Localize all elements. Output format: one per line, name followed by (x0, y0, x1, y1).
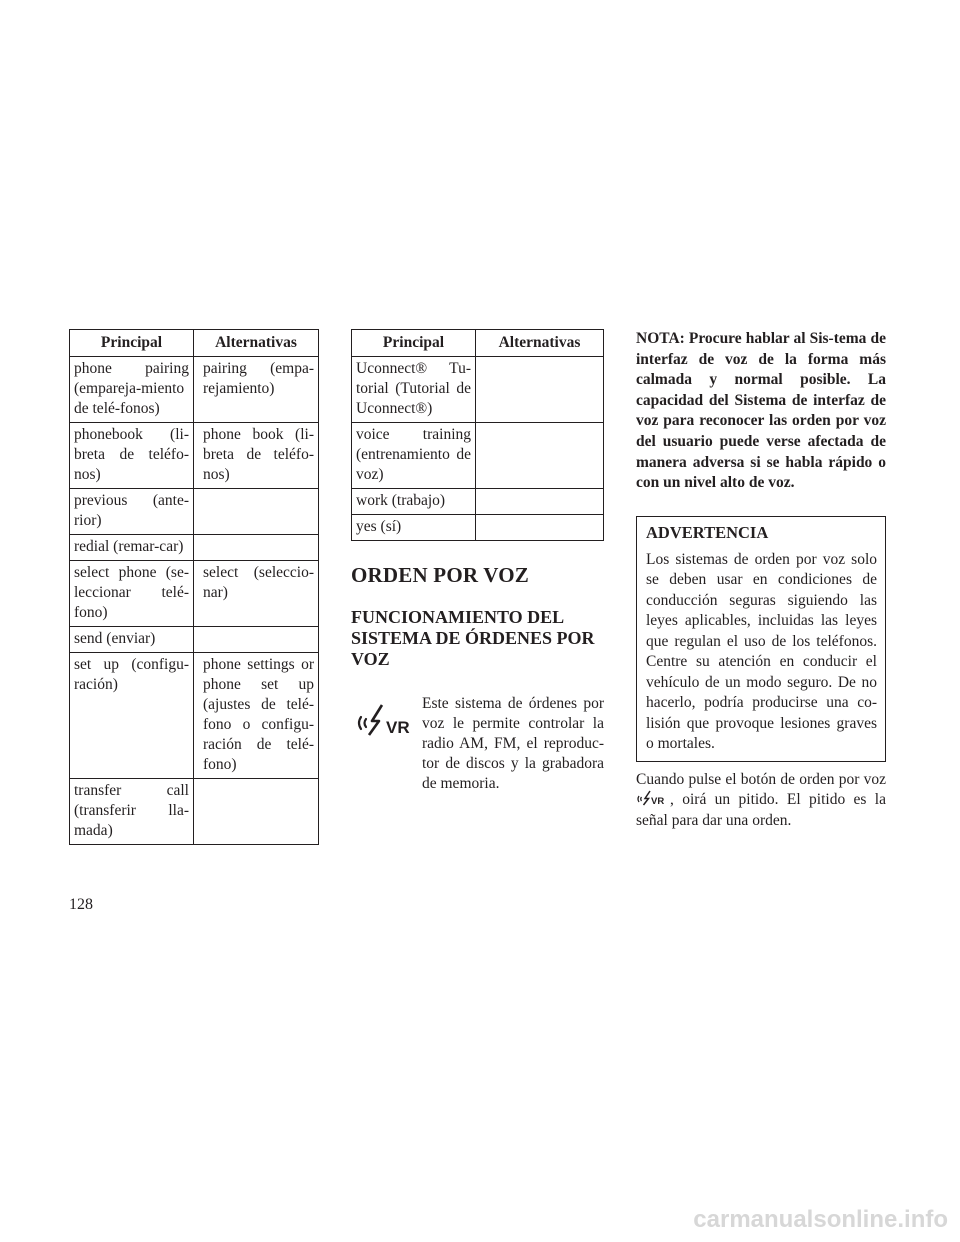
note-paragraph: NOTA: Procure hablar al Sis-tema de interfaz de voz de la forma más calmada y normal posible. La capacidad del Sistema de interfaz de voz para reconocer las orden por voz del usuario puede verse afectada de manera adversa si se habla rápido o con un nivel alto de voz. (636, 330, 886, 492)
cell-principal: phone pairing (empareja-miento de telé-fonos) (70, 357, 194, 423)
cell-principal: select phone (se-leccionar telé-fono) (70, 561, 194, 627)
commands-table-left (69, 329, 319, 845)
cell-principal: send (enviar) (70, 627, 194, 653)
right-column (636, 329, 886, 831)
cell-alternativas (194, 489, 319, 535)
left-column (69, 329, 319, 845)
body-text-before-icon: Cuando pulse el botón de orden por voz (636, 770, 886, 788)
cell-principal: set up (configu-ración) (70, 653, 194, 779)
header-alternativas: Alternativas (194, 330, 319, 357)
cell-principal: voice training (entrenamiento de voz) (352, 423, 476, 489)
page-number: 128 (69, 896, 93, 913)
header-principal: Principal (352, 330, 476, 357)
table-row (352, 423, 604, 489)
vr-icon-label: VR (651, 796, 665, 807)
cell-alternativas (476, 423, 604, 489)
cell-alternativas (476, 515, 604, 541)
table-row (70, 357, 319, 423)
header-alternativas: Alternativas (476, 330, 604, 357)
table-row (70, 627, 319, 653)
section-title: ORDEN POR VOZ (351, 563, 529, 587)
cell-alternativas: pairing (empa-rejamiento) (194, 357, 319, 423)
vr-paragraph: Este sistema de órdenes por voz le permite controlar la radio AM, FM, el reproduc-tor de discos y la grabadora de memoria. (422, 695, 604, 792)
cell-alternativas: phone book (li-breta de teléfo-nos) (194, 423, 319, 489)
cell-principal: Uconnect® Tu-torial (Tutorial de Uconnect®) (352, 357, 476, 423)
cell-principal: work (trabajo) (352, 489, 476, 515)
subsection-title: FUNCIONAMIENTO DEL SISTEMA DE ÓRDENES POR VOZ (351, 607, 595, 669)
table-row (70, 423, 319, 489)
table-row (70, 561, 319, 627)
body-text-after-icon: , oirá un pitido. El pitido es la señal para dar una orden. (636, 791, 886, 829)
warning-box (636, 516, 886, 762)
table-header-row (70, 330, 319, 357)
voice-recognition-icon (636, 790, 670, 806)
table-row (70, 489, 319, 535)
voice-recognition-icon (355, 702, 413, 738)
cell-alternativas (194, 779, 319, 845)
cell-alternativas (194, 535, 319, 561)
table-row (70, 653, 319, 779)
warning-text: Los sistemas de orden por voz solo se deben usar en condiciones de conducción seguras siguiendo las leyes aplicables, incluidas las leyes que regulan el uso de los teléfonos. Centre su atención en conducir el vehículo de un modo seguro. De no hacerlo, podría producirse una co-lisión que provoque lesiones graves o mortales. (646, 550, 877, 753)
body-paragraph (636, 770, 886, 832)
cell-alternativas (194, 627, 319, 653)
table-row (70, 535, 319, 561)
table-row (352, 357, 604, 423)
table-row (352, 489, 604, 515)
cell-alternativas (476, 489, 604, 515)
vr-icon-label: VR (386, 718, 410, 737)
cell-principal: yes (sí) (352, 515, 476, 541)
cell-principal: transfer call (transferir lla-mada) (70, 779, 194, 845)
table-row (70, 779, 319, 845)
cell-alternativas: phone settings or phone set up (ajustes de telé-fono o configu-ración de telé-fono) (194, 653, 319, 779)
warning-title: ADVERTENCIA (646, 522, 769, 542)
table-row (352, 515, 604, 541)
commands-table-right (351, 329, 604, 541)
cell-principal: phonebook (li-breta de teléfo-nos) (70, 423, 194, 489)
watermark: carmanualsonline.info (693, 1206, 948, 1233)
cell-principal: previous (ante-rior) (70, 489, 194, 535)
cell-alternativas: select (seleccio-nar) (194, 561, 319, 627)
header-principal: Principal (70, 330, 194, 357)
cell-alternativas (476, 357, 604, 423)
middle-column (351, 329, 604, 790)
cell-principal: redial (remar-car) (70, 535, 194, 561)
vr-intro (351, 694, 604, 790)
table-header-row (352, 330, 604, 357)
